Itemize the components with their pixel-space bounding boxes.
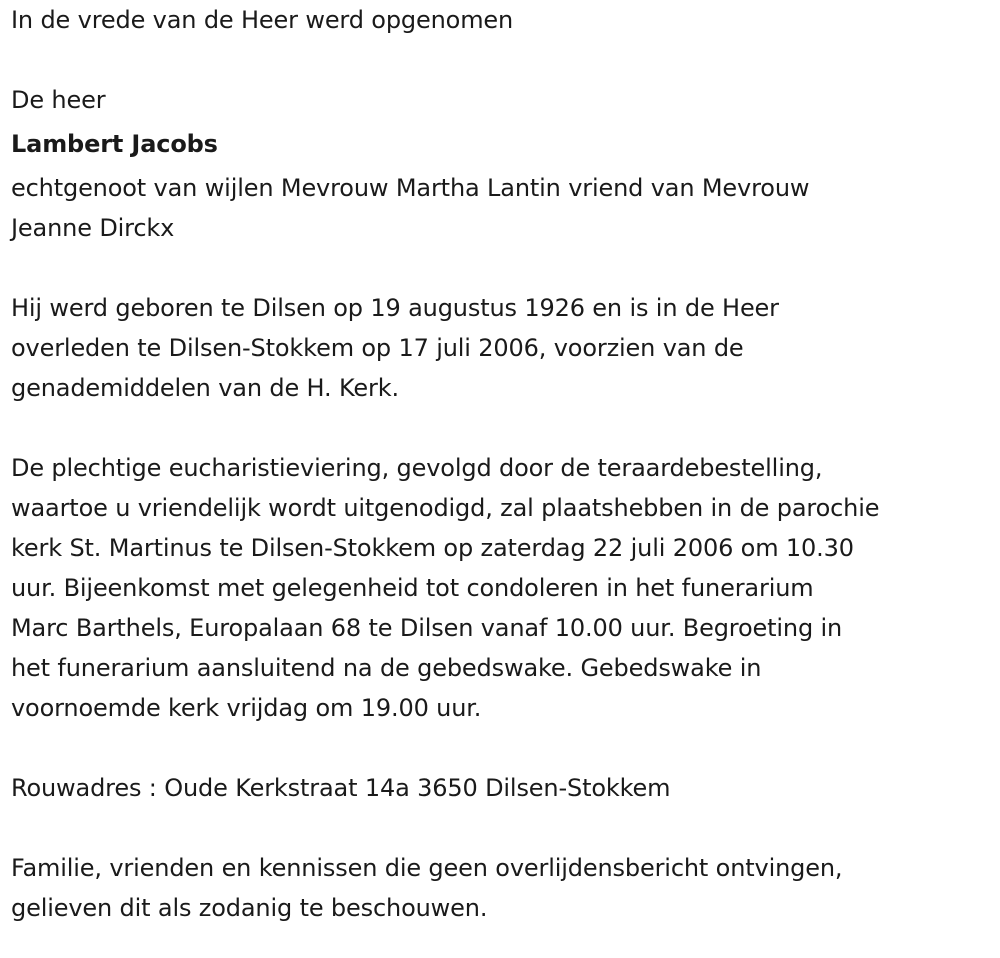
birth-death-paragraph (11, 288, 996, 408)
spacer (11, 808, 996, 848)
birth-death-line: genademiddelen van de H. Kerk. (11, 374, 399, 402)
death-notice (11, 0, 996, 928)
closing-line: gelieven dit als zodanig te beschouwen. (11, 894, 488, 922)
spacer (11, 408, 996, 448)
ceremony-line: het funerarium aansluitend na de gebedswake. Gebedswake in (11, 654, 762, 682)
ceremony-line: Marc Barthels, Europalaan 68 te Dilsen vanaf 10.00 uur. Begroeting in (11, 614, 843, 642)
ceremony-line: waartoe u vriendelijk wordt uitgenodigd, zal plaatshebben in de parochie (11, 494, 880, 522)
relation-paragraph (11, 168, 996, 248)
ceremony-line: kerk St. Martinus te Dilsen-Stokkem op zaterdag 22 juli 2006 om 10.30 (11, 534, 854, 562)
ceremony-line: uur. Bijeenkomst met gelegenheid tot condoleren in het funerarium (11, 574, 814, 602)
salutation: De heer (11, 86, 106, 114)
mourning-address: Rouwadres : Oude Kerkstraat 14a 3650 Dilsen-Stokkem (11, 774, 671, 802)
ceremony-line: voornoemde kerk vrijdag om 19.00 uur. (11, 694, 482, 722)
closing-line: Familie, vrienden en kennissen die geen overlijdensbericht ontvingen, (11, 854, 843, 882)
ceremony-line: De plechtige eucharistieviering, gevolgd door de teraardebestelling, (11, 454, 823, 482)
birth-death-line: Hij werd geboren te Dilsen op 19 augustus 1926 en is in de Heer (11, 294, 779, 322)
closing-paragraph (11, 848, 996, 928)
intro-line: In de vrede van de Heer werd opgenomen (11, 6, 514, 34)
relation-line: Jeanne Dirckx (11, 214, 175, 242)
spacer (11, 728, 996, 768)
ceremony-paragraph (11, 448, 996, 728)
spacer (11, 40, 996, 80)
relation-line: echtgenoot van wijlen Mevrouw Martha Lantin vriend van Mevrouw (11, 174, 810, 202)
deceased-name: Lambert Jacobs (11, 130, 218, 158)
birth-death-line: overleden te Dilsen-Stokkem op 17 juli 2006, voorzien van de (11, 334, 744, 362)
spacer (11, 248, 996, 288)
